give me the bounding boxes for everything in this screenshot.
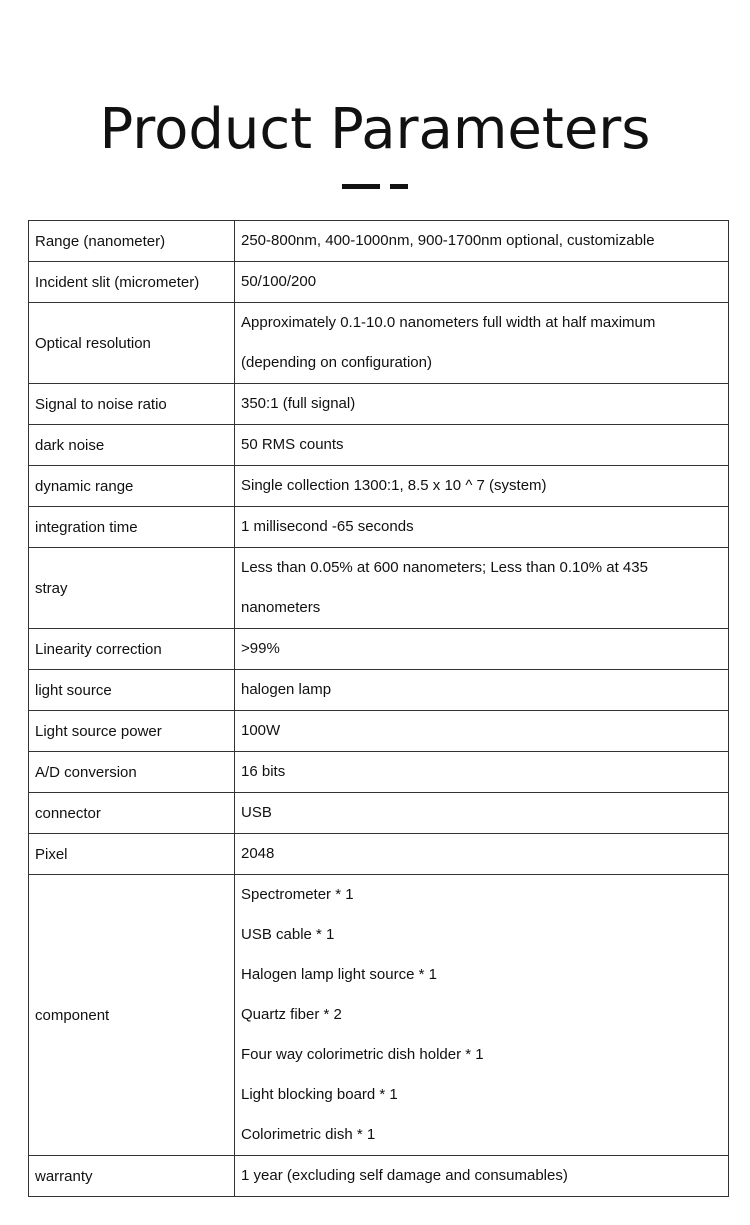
parameter-value-line: Light blocking board * 1 bbox=[241, 1086, 398, 1103]
table-row bbox=[29, 384, 729, 425]
parameter-value-line: Four way colorimetric dish holder * 1 bbox=[241, 1046, 484, 1063]
table-row bbox=[29, 834, 729, 875]
table-row bbox=[29, 221, 729, 262]
parameter-value-line: 250-800nm, 400-1000nm, 900-1700nm optional, customizable bbox=[241, 232, 655, 249]
table-row bbox=[29, 875, 729, 1156]
parameter-value-line: 50 RMS counts bbox=[241, 436, 344, 453]
parameter-name: A/D conversion bbox=[29, 752, 235, 793]
parameter-value-line: 100W bbox=[241, 722, 281, 739]
parameter-value-line: Quartz fiber * 2 bbox=[241, 1006, 342, 1023]
title-underline-long bbox=[342, 184, 380, 189]
parameter-value-line: 16 bits bbox=[241, 763, 286, 780]
parameter-value bbox=[235, 303, 729, 384]
table-row bbox=[29, 507, 729, 548]
table-row bbox=[29, 793, 729, 834]
parameter-value-line: halogen lamp bbox=[241, 681, 332, 698]
table-row bbox=[29, 1156, 729, 1197]
parameter-name: Signal to noise ratio bbox=[29, 384, 235, 425]
parameter-value-line: 350:1 (full signal) bbox=[241, 395, 356, 412]
parameter-value bbox=[235, 507, 729, 548]
parameter-name: Incident slit (micrometer) bbox=[29, 262, 235, 303]
parameter-name: Pixel bbox=[29, 834, 235, 875]
parameter-value bbox=[235, 875, 729, 1156]
parameter-value-line: USB cable * 1 bbox=[241, 926, 335, 943]
parameter-name: light source bbox=[29, 670, 235, 711]
parameter-value-line: >99% bbox=[241, 640, 280, 657]
parameter-name: dark noise bbox=[29, 425, 235, 466]
table-row bbox=[29, 262, 729, 303]
parameter-value bbox=[235, 670, 729, 711]
parameter-value bbox=[235, 221, 729, 262]
parameter-name: Light source power bbox=[29, 711, 235, 752]
table-row bbox=[29, 752, 729, 793]
parameter-value-line: 1 millisecond -65 seconds bbox=[241, 518, 414, 535]
table-row bbox=[29, 629, 729, 670]
parameter-value-line: Less than 0.05% at 600 nanometers; Less than 0.10% at 435 bbox=[241, 559, 648, 576]
parameter-value-line: nanometers bbox=[241, 599, 321, 616]
page-title: Product Parameters bbox=[99, 97, 651, 162]
parameter-value-line: (depending on configuration) bbox=[241, 354, 432, 371]
parameter-value bbox=[235, 466, 729, 507]
parameter-name: warranty bbox=[29, 1156, 235, 1197]
parameter-value bbox=[235, 548, 729, 629]
parameter-name: dynamic range bbox=[29, 466, 235, 507]
parameter-value-line: Colorimetric dish * 1 bbox=[241, 1126, 376, 1143]
parameter-name: stray bbox=[29, 548, 235, 629]
parameter-value-line: 50/100/200 bbox=[241, 273, 317, 290]
parameters-table bbox=[28, 220, 729, 1197]
parameter-value bbox=[235, 752, 729, 793]
parameter-value bbox=[235, 793, 729, 834]
table-row bbox=[29, 466, 729, 507]
parameter-value-line: Spectrometer * 1 bbox=[241, 886, 354, 903]
parameter-value-line: Approximately 0.1-10.0 nanometers full width at half maximum bbox=[241, 314, 656, 331]
parameter-value-line: 1 year (excluding self damage and consumables) bbox=[241, 1167, 568, 1184]
table-row bbox=[29, 425, 729, 466]
parameter-name: connector bbox=[29, 793, 235, 834]
parameters-table-body bbox=[29, 221, 729, 1197]
parameter-name: integration time bbox=[29, 507, 235, 548]
parameter-value-line: Single collection 1300:1, 8.5 x 10 ^ 7 (system) bbox=[241, 477, 547, 494]
parameter-name: Linearity correction bbox=[29, 629, 235, 670]
title-underline-short bbox=[390, 184, 408, 189]
table-row bbox=[29, 711, 729, 752]
parameter-name: component bbox=[29, 875, 235, 1156]
parameter-value bbox=[235, 384, 729, 425]
parameter-name: Range (nanometer) bbox=[29, 221, 235, 262]
parameter-value bbox=[235, 711, 729, 752]
parameter-name: Optical resolution bbox=[29, 303, 235, 384]
parameter-value bbox=[235, 629, 729, 670]
parameter-value bbox=[235, 1156, 729, 1197]
parameter-value-line: 2048 bbox=[241, 845, 275, 862]
table-row bbox=[29, 670, 729, 711]
parameter-value bbox=[235, 834, 729, 875]
parameter-value-line: USB bbox=[241, 804, 272, 821]
parameter-value-line: Halogen lamp light source * 1 bbox=[241, 966, 437, 983]
table-row bbox=[29, 548, 729, 629]
parameter-value bbox=[235, 262, 729, 303]
parameter-value bbox=[235, 425, 729, 466]
table-row bbox=[29, 303, 729, 384]
